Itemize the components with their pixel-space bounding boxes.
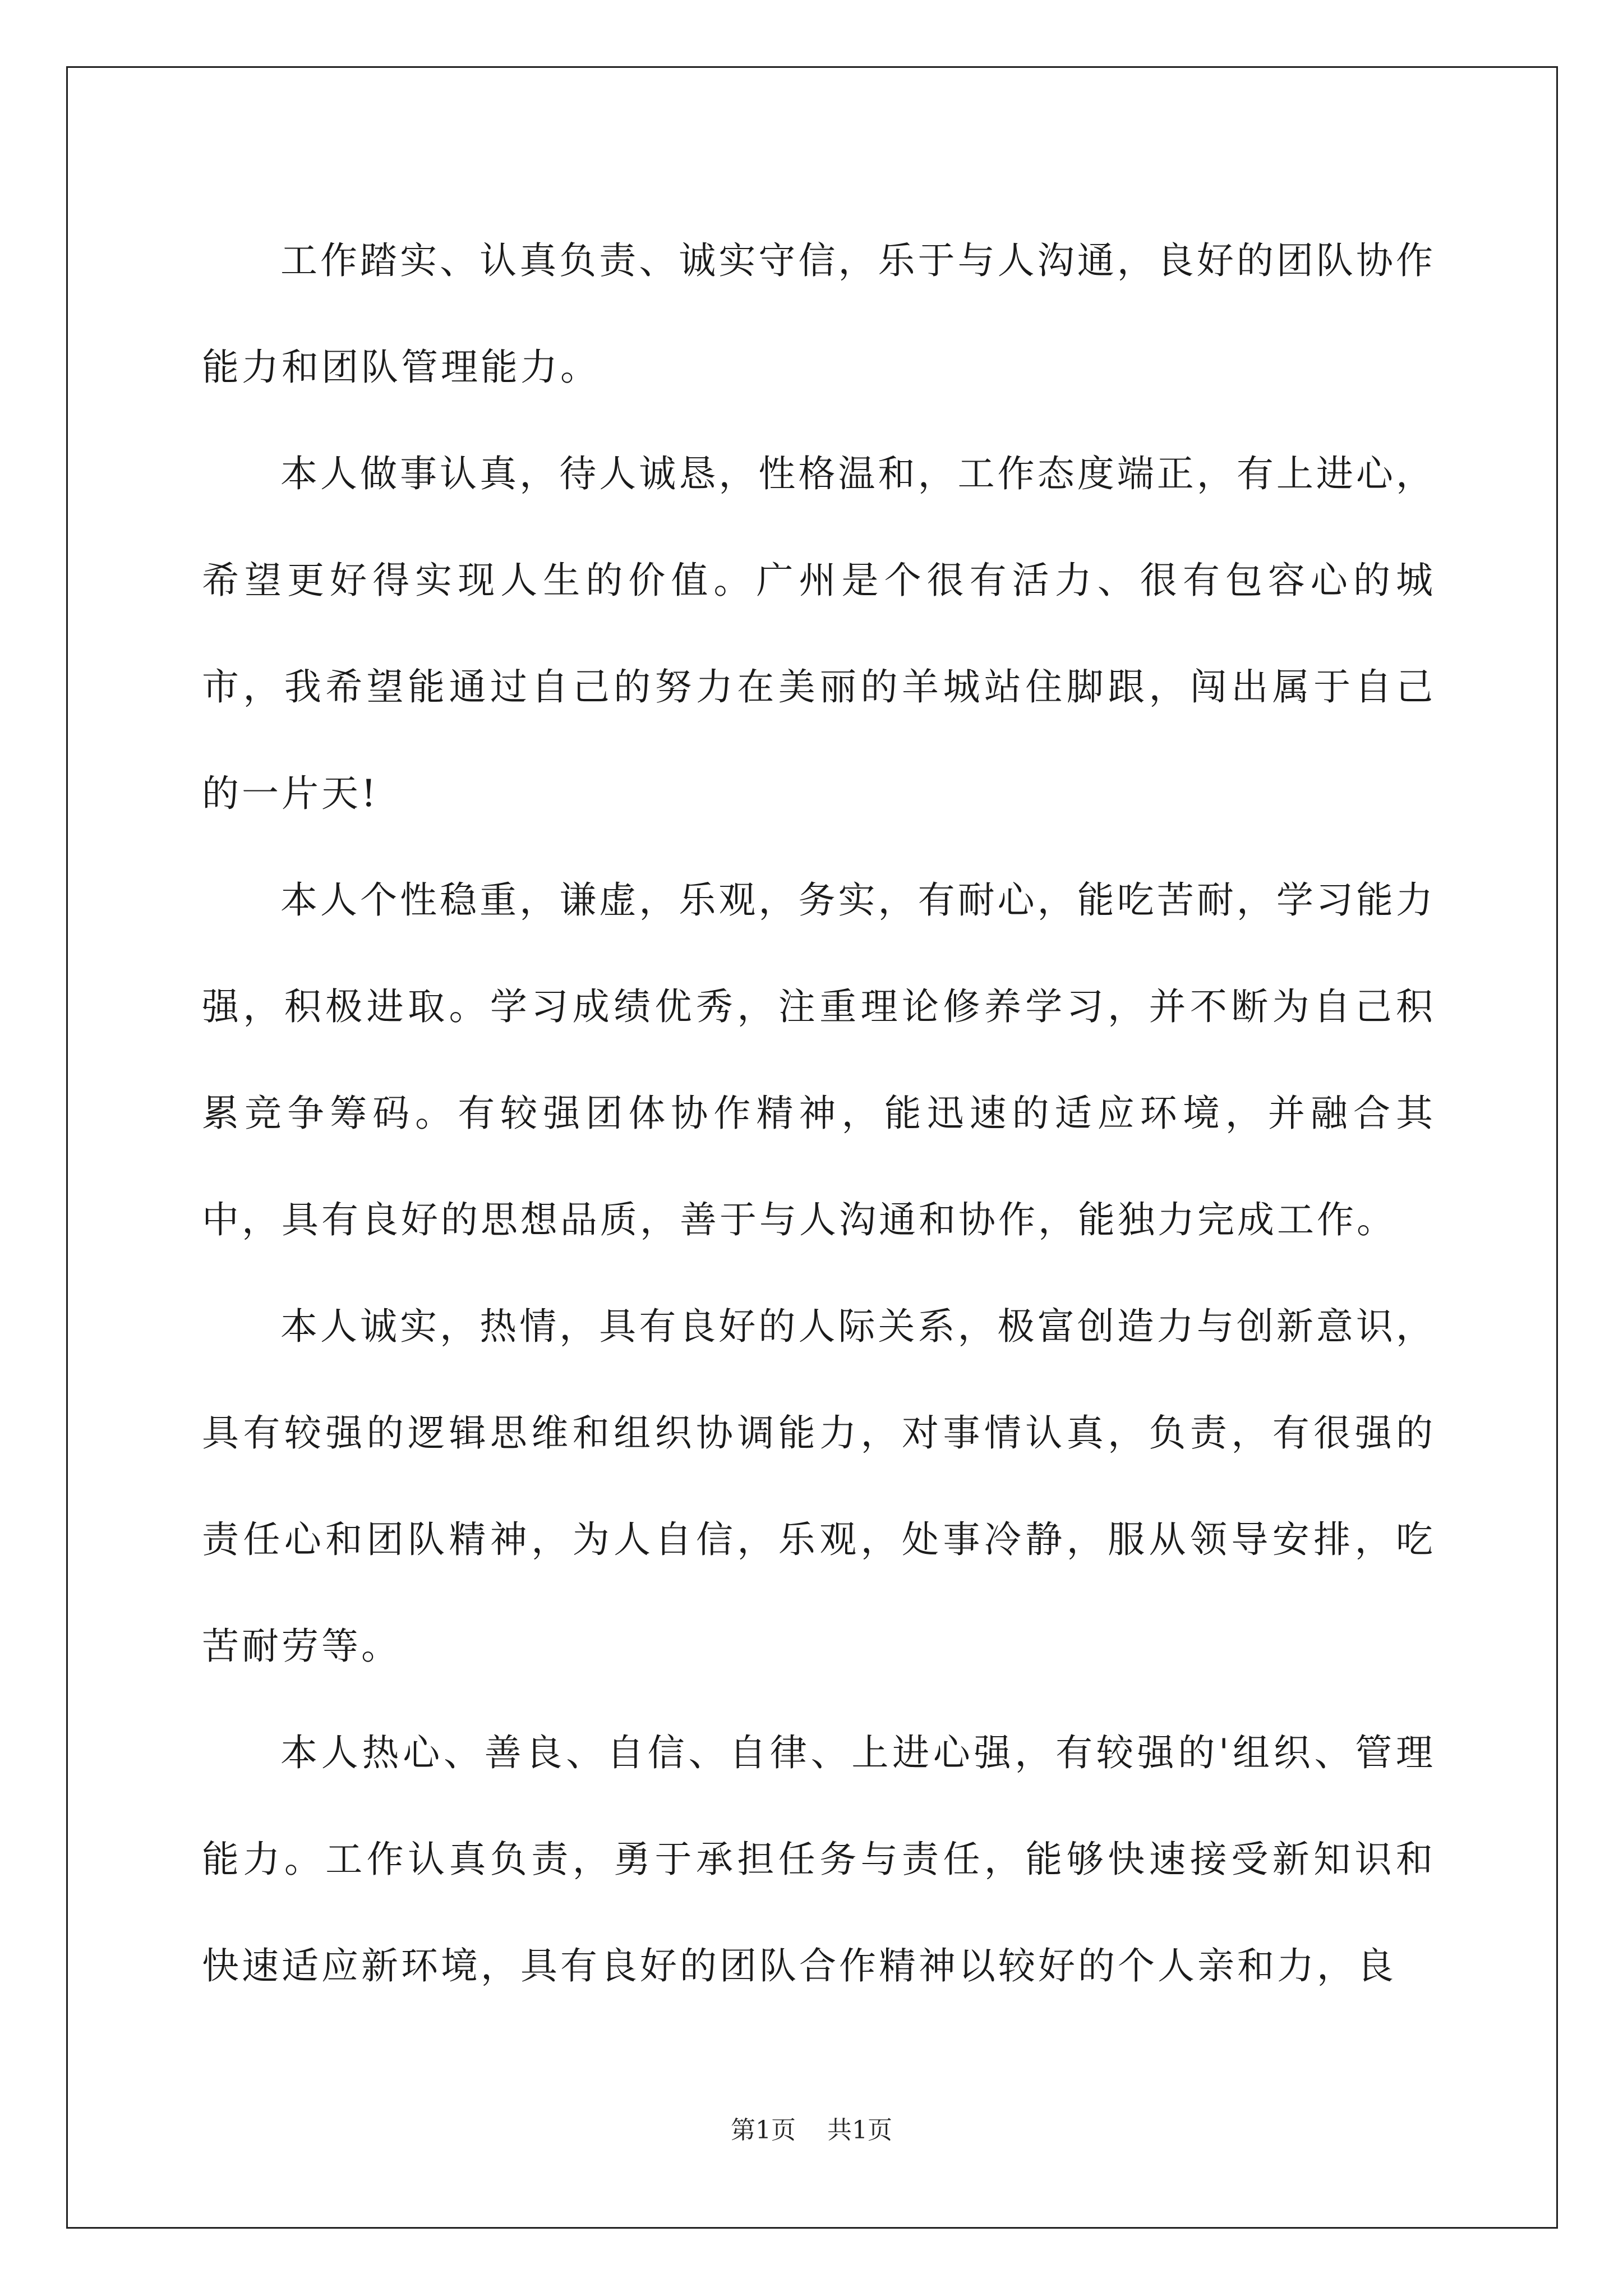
page-number: 第1页 [731,2116,796,2145]
paragraph-5: 本人热心、善良、自信、自律、上进心强，有较强的'组织、管理能力。工作认真负责，勇于承担任务与责任，能够快速接受新知识和快速适应新环境，具有良好的团队合作精神以较好的个人亲和力，良 [202,1731,1436,1987]
paragraph-4: 本人诚实，热情，具有良好的人际关系，极富创造力与创新意识，具有较强的逻辑思维和组织协调能力，对事情认真，负责，有很强的责任心和团队精神，为人自信，乐观，处事冷静，服从领导安排，吃苦耐劳等。 [202,1305,1436,1668]
paragraph-2: 本人做事认真，待人诚恳，性格温和，工作态度端正，有上进心，希望更好得实现人生的价值。广州是个很有活力、很有包容心的城市，我希望能通过自己的努力在美丽的羊城站住脚跟，闯出属于自己的一片天! [202,452,1436,815]
page-footer [0,2114,1623,2147]
paragraph-3: 本人个性稳重，谦虚，乐观，务实，有耐心，能吃苦耐，学习能力强，积极进取。学习成绩优秀，注重理论修养学习，并不断为自己积累竞争筹码。有较强团体协作精神，能迅速的适应环境，并融合其中，具有良好的思想品质，善于与人沟通和协作，能独力完成工作。 [202,878,1436,1241]
paragraph-1: 工作踏实、认真负责、诚实守信，乐于与人沟通，良好的团队协作能力和团队管理能力。 [202,239,1436,389]
document-body [202,208,1436,2019]
page-total: 共1页 [827,2116,892,2145]
